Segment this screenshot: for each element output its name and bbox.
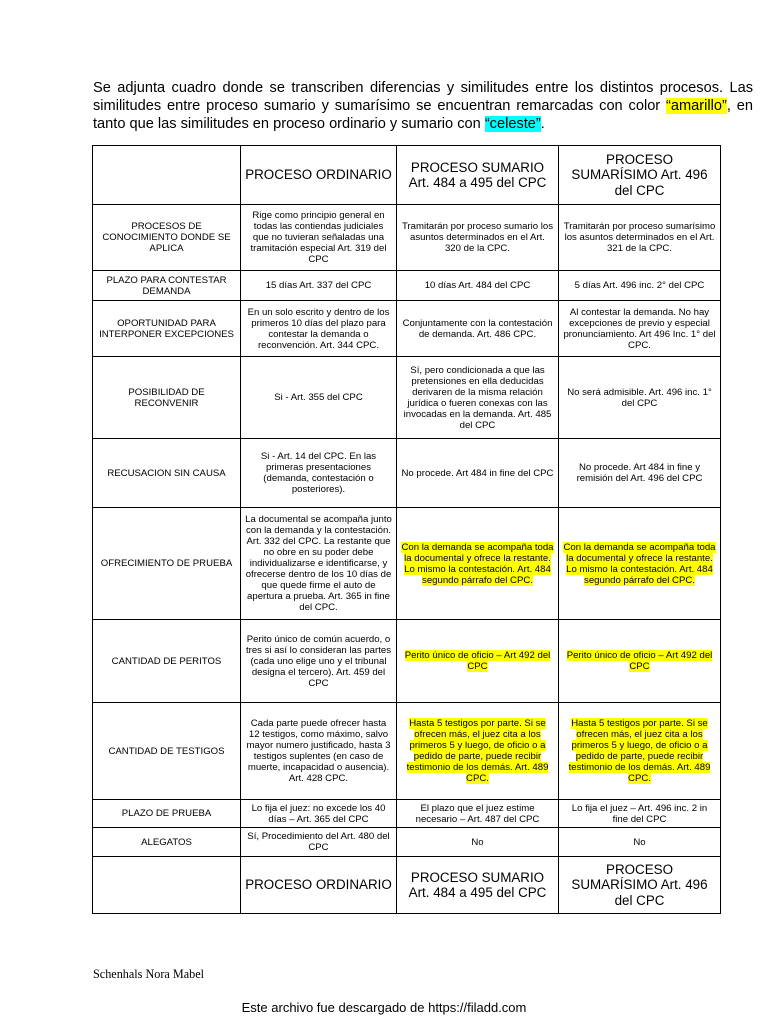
cell-ordinario: En un solo escrito y dentro de los primeros 10 días del plazo para contestar la demanda o reconvención. Art. 344 CPC. (241, 301, 397, 357)
cell-sumario: Sí, pero condicionada a que las pretensiones en ella deducidas derivaren de la misma relación jurídica o fueren conexas con las invocadas en la demanda. Art. 485 del CPC (397, 357, 559, 439)
row-label: OFRECIMIENTO DE PRUEBA (93, 508, 241, 620)
cell-ordinario: La documental se acompaña junto con la demanda y la contestación. Art. 332 del CPC. La restante que no obre en su poder debe individualizarse e identificarse, y ofrecerse dentro de los 10 días de que quede firme el auto de apertura a prueba. Art. 365 in fine del CPC. (241, 508, 397, 620)
header-corner-cell (93, 146, 241, 205)
row-label: PLAZO DE PRUEBA (93, 800, 241, 828)
intro-text-1: Se adjunta cuadro donde se transcriben diferencias y similitudes entre los distintos procesos. Las similitudes entre proceso sumario y sumarísimo se encuentran remarcadas con color (93, 80, 753, 114)
table-row (93, 508, 721, 620)
row-label: OPORTUNIDAD PARA INTERPONER EXCEPCIONES (93, 301, 241, 357)
table-row (93, 439, 721, 508)
footer-header-sumarisimo: PROCESO SUMARÍSIMO Art. 496 del CPC (559, 857, 721, 914)
cell-sumarisimo: 5 días Art. 496 inc. 2° del CPC (559, 271, 721, 301)
row-label: PLAZO PARA CONTESTAR DEMANDA (93, 271, 241, 301)
cell-sumarisimo: Lo fija el juez – Art. 496 inc. 2 in fine del CPC (559, 800, 721, 828)
intro-text-2: , en tanto que las similitudes en proceso ordinario y sumario con (93, 98, 753, 132)
yellow-marked-text: Hasta 5 testigos por parte. Si se ofrecen más, el juez cita a los primeros 5 y luego, de oficio o a pedido de parte, puede recibir testimonio de los demás. Art. 489 CPC. (406, 718, 549, 784)
cell-ordinario: Rige como principio general en todas las contiendas judiciales que no tuvieran señaladas una tramitación especial Art. 319 del CPC (241, 205, 397, 271)
cell-sumarisimo (559, 703, 721, 800)
cell-sumarisimo: Al contestar la demanda. No hay excepciones de previo y especial pronunciamiento. Art 496 Inc. 1° del CPC. (559, 301, 721, 357)
cell-sumario (397, 703, 559, 800)
cell-sumario: No (397, 828, 559, 857)
table-header-row-bottom (93, 857, 721, 914)
cell-sumario: 10 días Art. 484 del CPC (397, 271, 559, 301)
cell-sumarisimo (559, 620, 721, 703)
row-label: ALEGATOS (93, 828, 241, 857)
comparison-table (92, 145, 721, 914)
yellow-marked-text: Perito único de oficio – Art 492 del CPC (404, 650, 551, 672)
table-row (93, 800, 721, 828)
table-row (93, 620, 721, 703)
row-label: PROCESOS DE CONOCIMIENTO DONDE SE APLICA (93, 205, 241, 271)
header-ordinario: PROCESO ORDINARIO (241, 146, 397, 205)
cell-sumario: No procede. Art 484 in fine del CPC (397, 439, 559, 508)
cell-sumarisimo: Tramitarán por proceso sumarísimo los asuntos determinados en el Art. 321 de la CPC. (559, 205, 721, 271)
cell-sumario: El plazo que el juez estime necesario – Art. 487 del CPC (397, 800, 559, 828)
table-row (93, 357, 721, 439)
intro-text-3: . (540, 116, 545, 132)
header-sumario: PROCESO SUMARIO Art. 484 a 495 del CPC (397, 146, 559, 205)
cell-ordinario: Perito único de común acuerdo, o tres si así lo consideran las partes (cada uno elige uno y el tribunal designa el tercero). Art. 459 del CPC (241, 620, 397, 703)
header-sumarisimo: PROCESO SUMARÍSIMO Art. 496 del CPC (559, 146, 721, 205)
cell-sumario: Conjuntamente con la contestación de demanda. Art. 486 CPC. (397, 301, 559, 357)
download-source-note: Este archivo fue descargado de https://filadd.com (241, 1000, 527, 1015)
cell-sumario (397, 508, 559, 620)
yellow-marked-text: Con la demanda se acompaña toda la documental y ofrece la restante. Lo mismo la contestación. Art. 484 segundo párrafo del CPC. (563, 541, 716, 586)
cell-ordinario: Si - Art. 355 del CPC (241, 357, 397, 439)
cell-sumarisimo: No procede. Art 484 in fine y remisión del Art. 496 del CPC (559, 439, 721, 508)
row-label: CANTIDAD DE PERITOS (93, 620, 241, 703)
cell-ordinario: Lo fija el juez: no excede los 40 días – Art. 365 del CPC (241, 800, 397, 828)
cell-ordinario: Sí, Procedimiento del Art. 480 del CPC (241, 828, 397, 857)
yellow-highlight-word: “amarillo” (666, 98, 727, 114)
table-row (93, 301, 721, 357)
table-row (93, 271, 721, 301)
yellow-marked-text: Hasta 5 testigos por parte. Si se ofrecen más, el juez cita a los primeros 5 y luego, de oficio o a pedido de parte, puede recibir testimonio de los demás. Art. 489 CPC. (568, 718, 711, 784)
table-row (93, 205, 721, 271)
cell-sumarisimo: No será admisible. Art. 496 inc. 1° del CPC (559, 357, 721, 439)
footer-header-sumario: PROCESO SUMARIO Art. 484 a 495 del CPC (397, 857, 559, 914)
cell-ordinario: Si - Art. 14 del CPC. En las primeras presentaciones (demanda, contestación o posteriores). (241, 439, 397, 508)
table-row (93, 703, 721, 800)
cell-ordinario: 15 días Art. 337 del CPC (241, 271, 397, 301)
author-name: Schenhals Nora Mabel (93, 967, 205, 981)
yellow-marked-text: Con la demanda se acompaña toda la documental y ofrece la restante. Lo mismo la contestación. Art. 484 segundo párrafo del CPC. (401, 541, 554, 586)
intro-paragraph (93, 79, 753, 133)
cell-sumario (397, 620, 559, 703)
row-label: RECUSACION SIN CAUSA (93, 439, 241, 508)
cell-ordinario: Cada parte puede ofrecer hasta 12 testigos, como máximo, salvo mayor numero justificado, hasta 3 testigos suplentes (en caso de muerte, incapacidad o ausencia). Art. 428 CPC. (241, 703, 397, 800)
celeste-highlight-word: “celeste” (484, 116, 541, 132)
row-label: CANTIDAD DE TESTIGOS (93, 703, 241, 800)
table-header-row-top (93, 146, 721, 205)
cell-sumario: Tramitarán por proceso sumario los asuntos determinados en el Art. 320 de la CPC. (397, 205, 559, 271)
footer-header-ordinario: PROCESO ORDINARIO (241, 857, 397, 914)
footer-corner-cell (93, 857, 241, 914)
yellow-marked-text: Perito único de oficio – Art 492 del CPC (566, 650, 713, 672)
row-label: POSIBILIDAD DE RECONVENIR (93, 357, 241, 439)
table-row (93, 828, 721, 857)
cell-sumarisimo: No (559, 828, 721, 857)
cell-sumarisimo (559, 508, 721, 620)
